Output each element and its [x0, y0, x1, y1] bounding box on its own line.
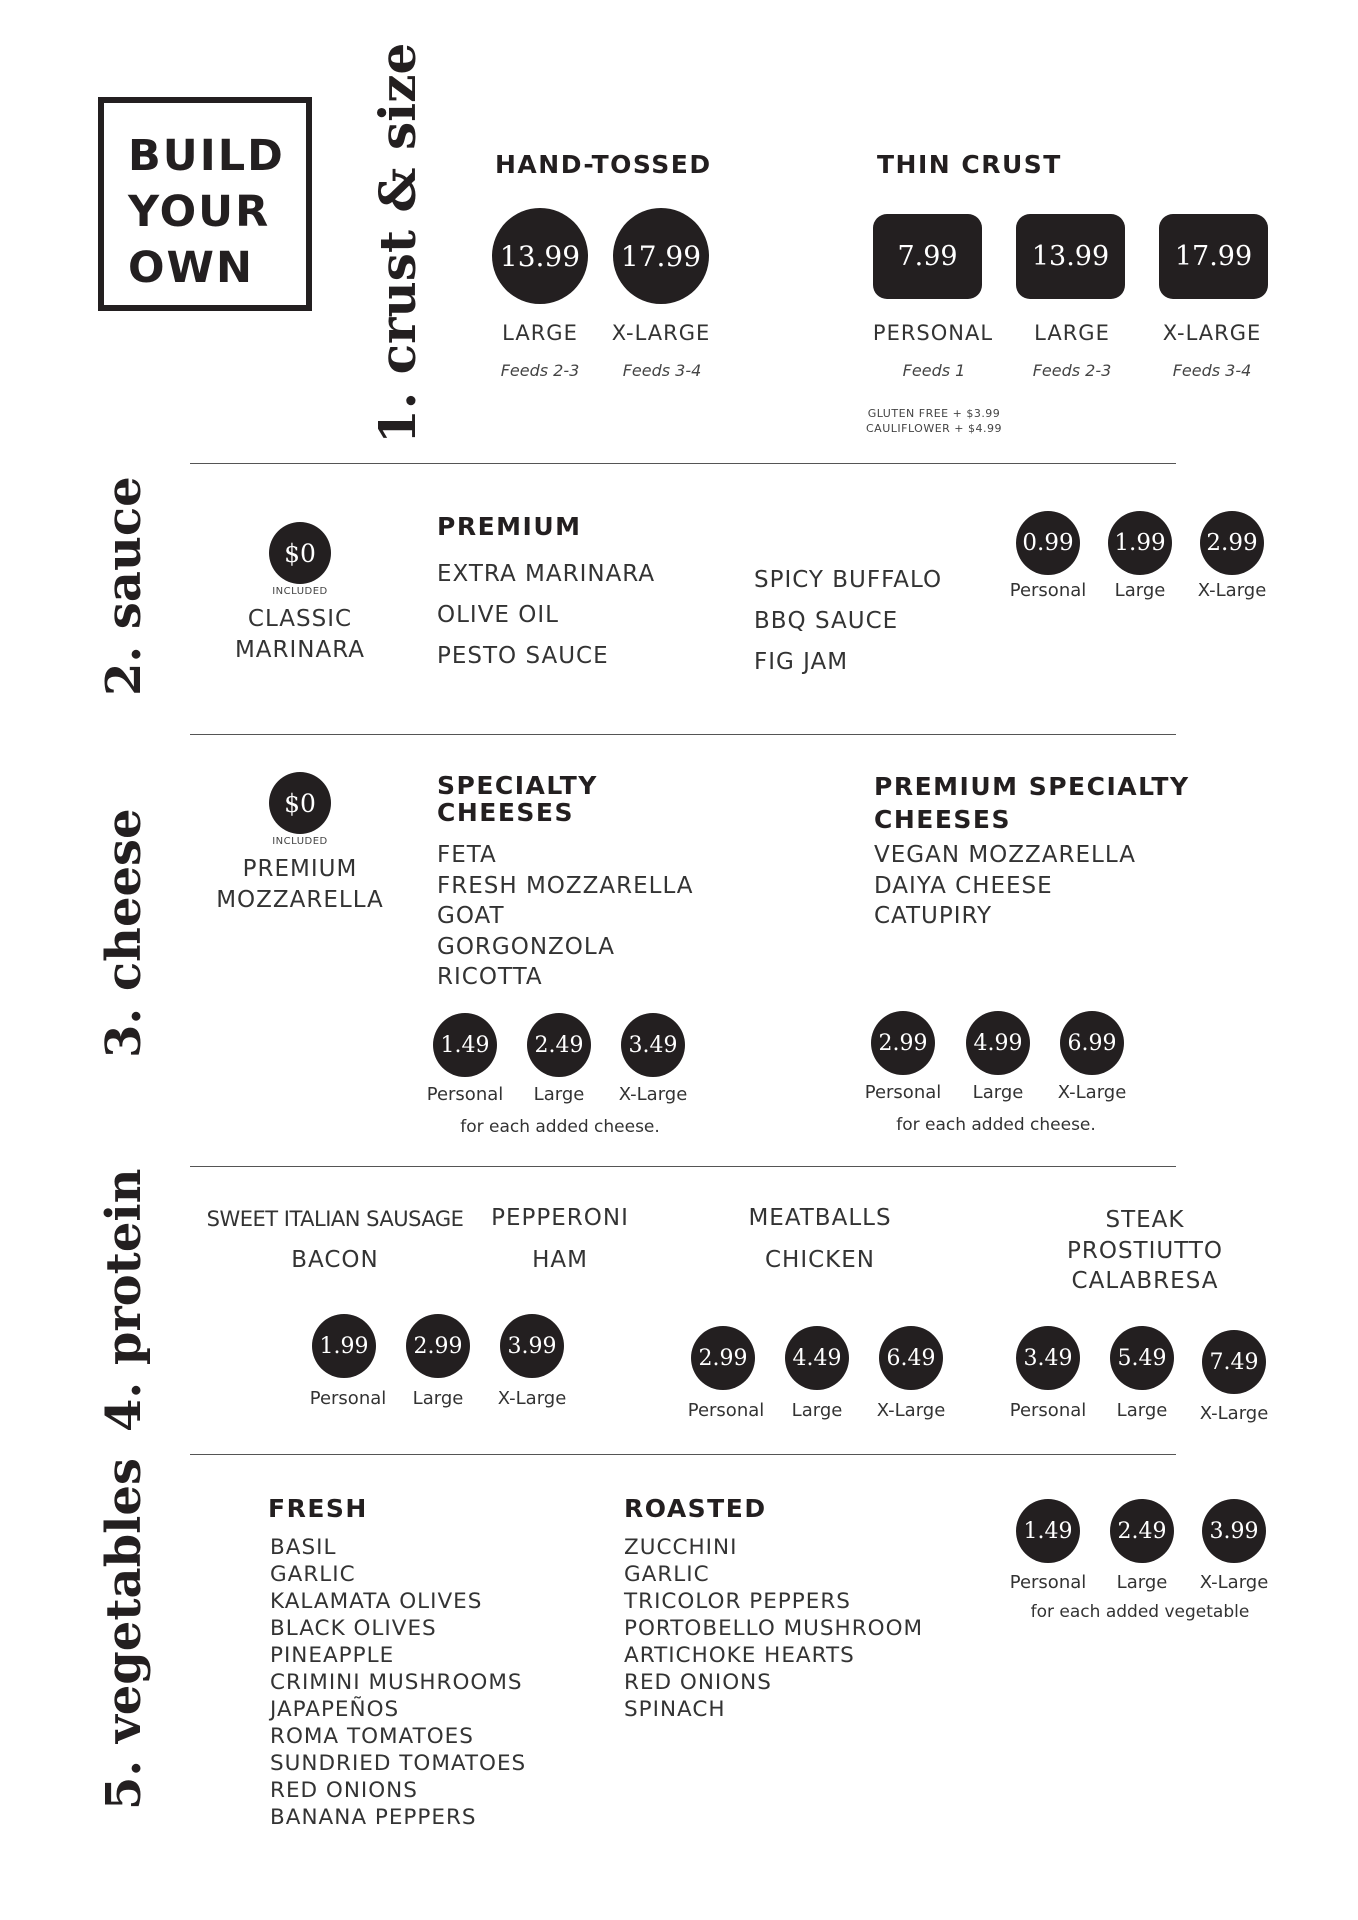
- price-circle: 2.99: [1200, 511, 1264, 575]
- step-sauce-heading: 2. sauce: [96, 476, 152, 696]
- size-label: Personal: [1009, 580, 1087, 601]
- price-circle: 2.99: [406, 1314, 470, 1378]
- price-circle: 1.99: [1108, 511, 1172, 575]
- fresh-title: FRESH: [268, 1494, 368, 1523]
- price-circle: 3.49: [1016, 1326, 1080, 1390]
- price-box: 17.99: [1159, 214, 1268, 299]
- list-item: FRESH MOZZARELLA: [437, 872, 694, 899]
- name-line: MARINARA: [234, 637, 366, 663]
- list-item: EXTRA MARINARA: [437, 561, 656, 587]
- thin-crust-title: THIN CRUST: [877, 150, 1062, 179]
- size-label: X-LARGE: [1162, 321, 1262, 345]
- list-item: CATUPIRY: [874, 903, 993, 929]
- price-circle: 3.99: [1202, 1499, 1266, 1563]
- step-protein-heading: 4. protein: [96, 1168, 152, 1432]
- list-item: JAPAPEÑOS: [270, 1697, 400, 1722]
- size-label: Personal: [426, 1084, 504, 1105]
- price-circle: 1.99: [312, 1314, 376, 1378]
- list-item: BANANA PEPPERS: [270, 1805, 477, 1830]
- list-item: GARLIC: [270, 1562, 356, 1587]
- price-circle: 0.99: [1016, 511, 1080, 575]
- title-line: CHEESES: [437, 798, 575, 827]
- premium-sauce-title: PREMIUM: [437, 512, 582, 541]
- size-label: X-Large: [1199, 1403, 1269, 1424]
- price-circle: 3.99: [500, 1314, 564, 1378]
- section-divider: [190, 734, 1176, 735]
- price-circle: 6.99: [1060, 1011, 1124, 1075]
- gluten-free-extra: GLUTEN FREE + $3.99: [867, 407, 1001, 420]
- size-label: X-Large: [1199, 1572, 1269, 1593]
- size-label: X-Large: [1197, 580, 1267, 601]
- cheese-note: for each added cheese.: [460, 1117, 660, 1137]
- premium-specialty-cheeses-title: [874, 770, 1190, 836]
- feeds-label: Feeds 1: [902, 361, 966, 380]
- size-label: X-LARGE: [611, 321, 711, 345]
- title-line: CHEESES: [874, 805, 1012, 834]
- premium-specialty-cheese-list: [874, 840, 1136, 932]
- size-label: LARGE: [1034, 321, 1110, 345]
- price-circle: 17.99: [613, 208, 709, 304]
- name-line: PREMIUM: [242, 856, 358, 882]
- protein-item: HAM: [532, 1247, 588, 1273]
- name-line: MOZZARELLA: [216, 887, 384, 913]
- price-circle: 1.49: [433, 1013, 497, 1077]
- list-item: DAIYA CHEESE: [874, 872, 1053, 899]
- price-circle: 6.49: [879, 1326, 943, 1390]
- hand-tossed-title: HAND-TOSSED: [495, 150, 712, 179]
- list-item: RICOTTA: [437, 964, 543, 990]
- list-item: GARLIC: [624, 1562, 710, 1587]
- protein-item: SWEET ITALIAN SAUSAGE: [206, 1207, 464, 1231]
- roasted-title: ROASTED: [624, 1494, 767, 1523]
- protein-group3-list: [1035, 1205, 1255, 1297]
- title-line-3: OWN: [128, 243, 254, 293]
- cheese-note: for each added cheese.: [896, 1115, 1096, 1135]
- step-crust-heading: 1. crust & size: [368, 42, 427, 444]
- premium-sauce-list-1: [437, 554, 655, 677]
- list-item: ZUCCHINI: [624, 1535, 738, 1560]
- specialty-cheese-list: [437, 840, 694, 993]
- feeds-label: Feeds 2-3: [1032, 361, 1112, 380]
- price-circle: 1.49: [1016, 1499, 1080, 1563]
- size-label: X-Large: [1057, 1082, 1127, 1103]
- price-circle: 4.49: [785, 1326, 849, 1390]
- size-label: Personal: [309, 1388, 387, 1409]
- list-item: PORTOBELLO MUSHROOM: [624, 1616, 924, 1641]
- price-circle: 13.99: [492, 208, 588, 304]
- price-box: 13.99: [1016, 214, 1125, 299]
- size-label: Large: [1116, 1572, 1168, 1593]
- size-label: X-Large: [618, 1084, 688, 1105]
- list-item: PESTO SAUCE: [437, 643, 609, 669]
- feeds-label: Feeds 2-3: [500, 361, 580, 380]
- included-badge: INCLUDED: [272, 586, 328, 597]
- section-divider: [190, 463, 1176, 464]
- step-cheese-heading: 3. cheese: [96, 808, 152, 1058]
- title-line-1: BUILD: [128, 131, 285, 181]
- specialty-cheeses-title: [437, 772, 598, 826]
- roasted-vegetable-list: [624, 1534, 923, 1723]
- list-item: VEGAN MOZZARELLA: [874, 842, 1136, 868]
- price-circle: 4.99: [966, 1011, 1030, 1075]
- size-label: Large: [412, 1388, 464, 1409]
- size-label: Large: [791, 1400, 843, 1421]
- list-item: BLACK OLIVES: [270, 1616, 437, 1641]
- list-item: RED ONIONS: [270, 1778, 418, 1803]
- size-label: Large: [1116, 1400, 1168, 1421]
- protein-item: CALABRESA: [1071, 1268, 1219, 1294]
- list-item: BBQ SAUCE: [754, 608, 899, 634]
- size-label: X-Large: [876, 1400, 946, 1421]
- cauliflower-extra: CAULIFLOWER + $4.99: [865, 422, 1003, 435]
- protein-item: PROSTIUTTO: [1066, 1237, 1224, 1264]
- list-item: BASIL: [270, 1535, 337, 1560]
- list-item: ARTICHOKE HEARTS: [624, 1643, 855, 1668]
- step-vegetables-heading: 5. vegetables: [96, 1458, 152, 1810]
- included-price-circle: $0: [269, 772, 331, 834]
- list-item: ROMA TOMATOES: [270, 1724, 474, 1749]
- size-label: PERSONAL: [872, 321, 994, 345]
- list-item: FETA: [437, 842, 497, 868]
- included-cheese-name: [200, 854, 400, 916]
- list-item: TRICOLOR PEPPERS: [624, 1589, 851, 1614]
- size-label: Personal: [1009, 1400, 1087, 1421]
- fresh-vegetable-list: [270, 1534, 526, 1831]
- price-circle: 2.49: [527, 1013, 591, 1077]
- section-divider: [190, 1454, 1176, 1455]
- vegetable-note: for each added vegetable: [1030, 1602, 1250, 1622]
- list-item: SPICY BUFFALO: [754, 567, 943, 593]
- price-circle: 2.99: [691, 1326, 755, 1390]
- protein-item: BACON: [291, 1247, 379, 1273]
- list-item: GOAT: [437, 903, 505, 929]
- price-circle: 3.49: [621, 1013, 685, 1077]
- page-title: [128, 128, 285, 296]
- price-circle: 2.99: [871, 1011, 935, 1075]
- size-label: Large: [1114, 580, 1166, 601]
- crust-extras: [858, 406, 1010, 436]
- size-label: Personal: [1009, 1572, 1087, 1593]
- feeds-label: Feeds 3-4: [622, 361, 702, 380]
- title-line: SPECIALTY: [437, 771, 598, 800]
- price-circle: 5.49: [1110, 1326, 1174, 1390]
- protein-item: MEATBALLS: [748, 1205, 892, 1231]
- included-badge: INCLUDED: [272, 836, 328, 847]
- list-item: OLIVE OIL: [437, 602, 559, 628]
- included-sauce-name: [210, 604, 390, 666]
- size-label: LARGE: [502, 321, 578, 345]
- size-label: Large: [533, 1084, 585, 1105]
- price-circle: 2.49: [1110, 1499, 1174, 1563]
- list-item: FIG JAM: [754, 649, 849, 675]
- size-label: Personal: [687, 1400, 765, 1421]
- size-label: Large: [972, 1082, 1024, 1103]
- list-item: KALAMATA OLIVES: [270, 1589, 483, 1614]
- protein-item: CHICKEN: [764, 1247, 876, 1273]
- list-item: SUNDRIED TOMATOES: [270, 1751, 527, 1776]
- premium-sauce-list-2: [754, 560, 942, 683]
- included-price-circle: $0: [269, 522, 331, 584]
- price-circle: 7.49: [1202, 1330, 1266, 1394]
- protein-item: PEPPERONI: [491, 1205, 629, 1231]
- price-box: 7.99: [873, 214, 982, 299]
- name-line: CLASSIC: [247, 606, 353, 632]
- section-divider: [190, 1166, 1176, 1167]
- title-line-2: YOUR: [128, 187, 271, 237]
- size-label: Personal: [864, 1082, 942, 1103]
- list-item: GORGONZOLA: [437, 933, 615, 960]
- size-label: X-Large: [497, 1388, 567, 1409]
- list-item: SPINACH: [624, 1697, 726, 1722]
- feeds-label: Feeds 3-4: [1172, 361, 1252, 380]
- list-item: CRIMINI MUSHROOMS: [270, 1670, 523, 1695]
- title-line: PREMIUM SPECIALTY: [874, 772, 1190, 801]
- list-item: RED ONIONS: [624, 1670, 772, 1695]
- protein-item: STEAK: [1105, 1207, 1185, 1233]
- list-item: PINEAPPLE: [270, 1643, 395, 1668]
